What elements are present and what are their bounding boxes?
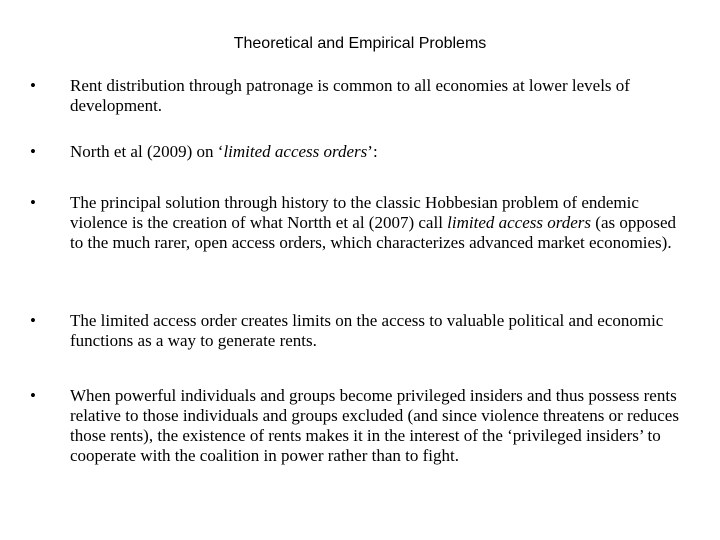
bullet-text-plain: ’: <box>367 142 378 161</box>
bullet-marker: • <box>30 142 36 161</box>
bullet-text: Rent distribution through patronage is common to all economies at lower levels of development. <box>70 76 630 115</box>
bullet-text-plain: North et al (2009) on ‘ <box>70 142 224 161</box>
bullet-text: The limited access order creates limits on the access to valuable political and economic functions as a way to generate rents. <box>70 311 664 350</box>
bullet-text <box>70 142 680 162</box>
bullet-marker: • <box>30 76 36 95</box>
bullet-marker: • <box>30 386 36 405</box>
bullet-text <box>70 193 680 253</box>
bullet-text-plain: (as opposed to the much rarer, open access orders, which characterizes advanced market economies). <box>70 213 677 252</box>
bullet-text: When powerful individuals and groups become privileged insiders and thus possess rents relative to those individuals and groups excluded (and since violence threatens or reduces those rents), the existence of rents makes it in the interest of the ‘privileged insiders’ to cooperate with the coalition in power rather than to fight. <box>70 386 679 465</box>
bullet-text-plain: The principal solution through history to the classic Hobbesian problem of endemic violence is the creation of what Nortth et al (2007) call <box>70 193 639 232</box>
bullet-text-emphasis: limited access orders <box>447 213 592 232</box>
slide-title: Theoretical and Empirical Problems <box>233 35 487 52</box>
bullet-text-emphasis: limited access orders <box>223 142 368 161</box>
bullet-marker: • <box>30 311 36 330</box>
bullet-marker: • <box>30 193 36 212</box>
